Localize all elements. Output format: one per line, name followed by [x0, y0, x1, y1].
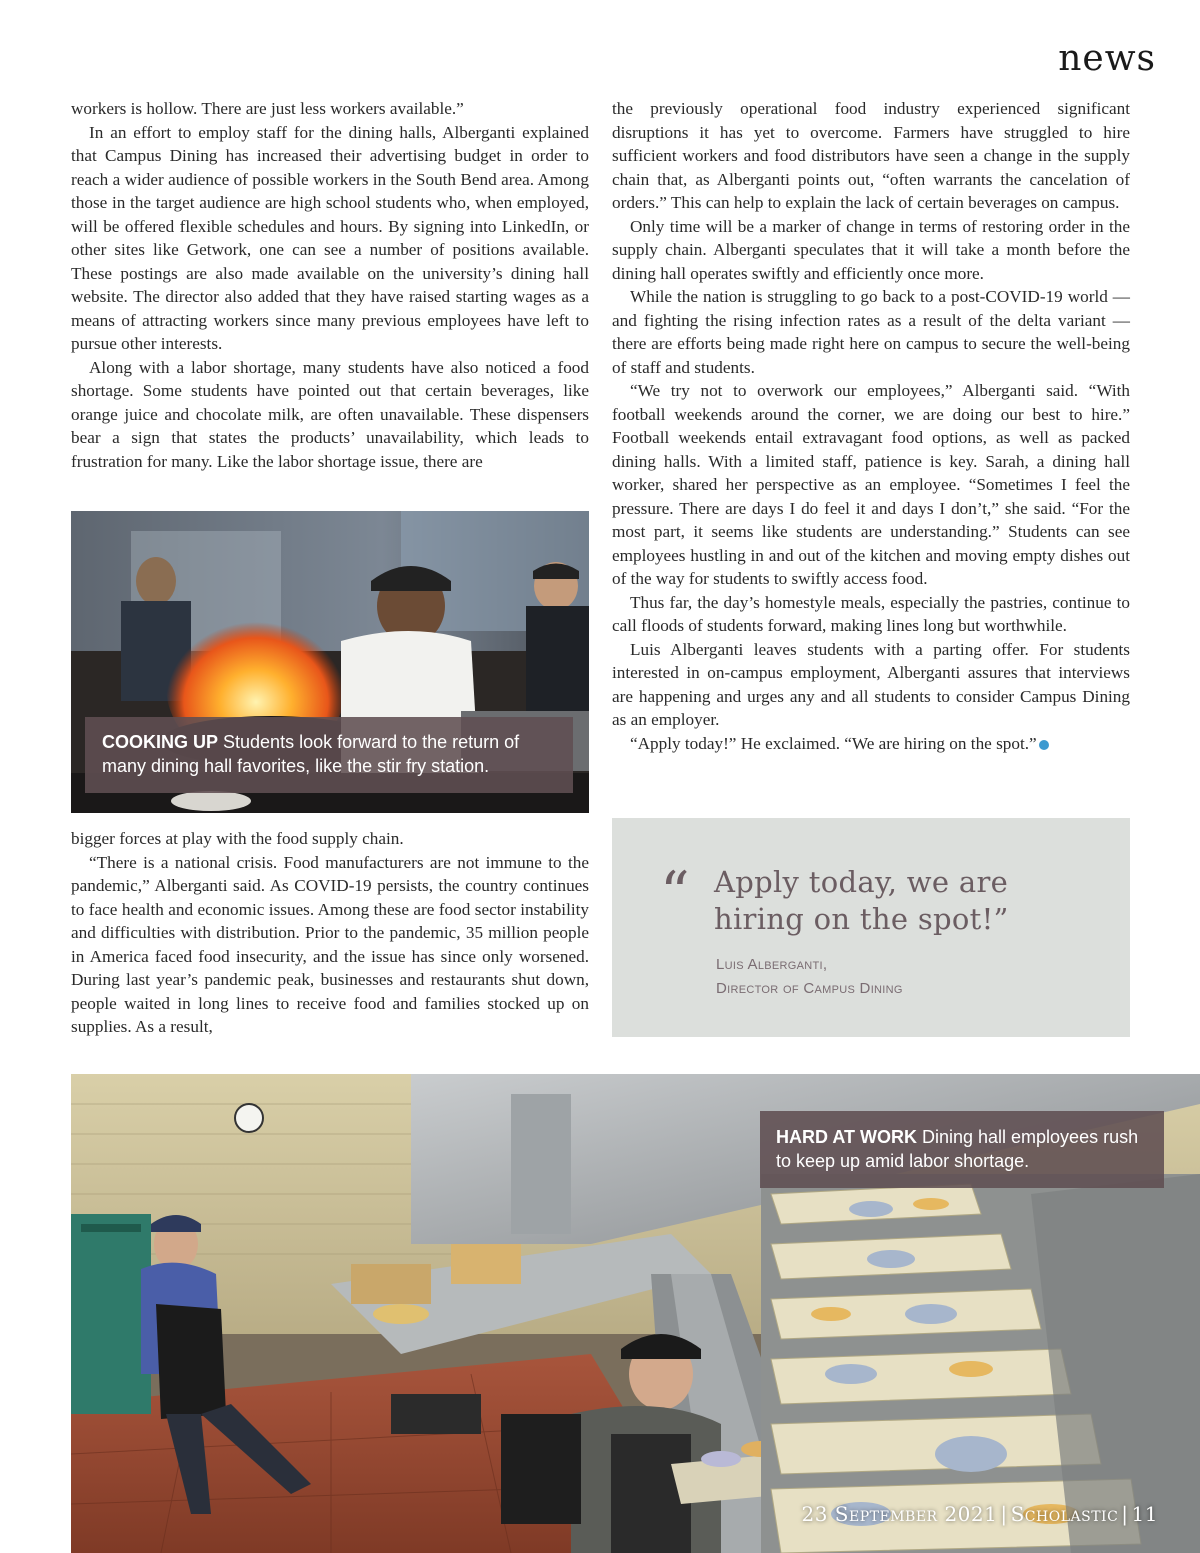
paragraph: Luis Alberganti leaves students with a parting offer. For students interested in on-campus employment, Alberganti assures that interviews are happening and urges any and all students to consider Campus Dining as an employer. [612, 639, 1130, 729]
caption-lead: HARD AT WORK [776, 1127, 917, 1147]
paragraph: Only time will be a marker of change in terms of restoring order in the supply chain. Alberganti speculates that it will take a month before the dining hall operates swiftly and efficiently once more. [612, 216, 1130, 283]
page-folio [802, 1502, 1159, 1526]
paragraph: workers is hollow. There are just less workers available.” [71, 99, 464, 118]
paragraph: bigger forces at play with the food supply chain. [71, 829, 404, 848]
article-column-left-top [71, 97, 589, 473]
caption-text: Students look forward to the return of many dining hall favorites, like the stir fry station. [102, 732, 520, 776]
end-mark-icon: S [1039, 740, 1049, 750]
article-column-left-bottom [71, 827, 589, 1039]
page-number: 11 [1131, 1502, 1158, 1526]
issue-date: 23 September 2021 [801, 1502, 998, 1526]
final-sentence: “Apply today!” He exclaimed. “We are hiring on the spot.” [630, 733, 1037, 753]
paragraph: Along with a labor shortage, many students have also noticed a food shortage. Some students have pointed out that certain beverages, like orange juice and chocolate milk, are often unavailable. These dispensers bear a sign that states the products’ unavailability, which leads to frustration for many. Like the labor shortage issue, there are [71, 357, 589, 471]
caption-lead: COOKING UP [102, 732, 219, 752]
paragraph [612, 732, 1130, 756]
paragraph: “There is a national crisis. Food manufacturers are not immune to the pandemic,” Alberganti said. As COVID-19 persists, the country continues to face health and economic issues. Among these are food sector instability and difficulties with distribution. Prior to the pandemic, 35 million people in America faced food insecurity, and the issue has since only worsened. During last year’s pandemic peak, businesses and restaurants shut down, people waited in long lines to receive food and families stocked up on supplies. As a result, [71, 852, 589, 1036]
caption-hard-at-work [760, 1111, 1164, 1188]
folio-separator: | [1121, 1502, 1129, 1526]
paragraph: In an effort to employ staff for the dining halls, Alberganti explained that Campus Dining has increased their advertising budget in order to reach a wider audience of possible workers in the South Bend area. Among those in the target audience are high school students who, when employed, will be offered flexible schedules and hours. By signing into LinkedIn, or other sites like Getwork, one can see a number of positions available. These postings are also made available on the university’s dining hall website. The director also added that they have raised starting wages as a means of attracting workers since many previous employees have left to pursue other interests. [71, 122, 589, 353]
caption-cooking-up [85, 717, 573, 793]
paragraph: While the nation is struggling to go back to a post-COVID-19 world — and fighting the rising infection rates as a result of the delta variant — there are efforts being made right here on campus to secure the well-being of staff and students. [612, 287, 1130, 377]
publication-name: Scholastic [1010, 1502, 1119, 1526]
paragraph: Thus far, the day’s homestyle meals, especially the pastries, continue to call floods of students forward, making lines long but worthwhile. [612, 592, 1130, 635]
section-tag: news [1058, 38, 1156, 79]
pull-quote-attribution-title: Director of Campus Dining [716, 980, 903, 997]
pull-quote [612, 818, 1130, 1037]
quote-mark-icon: “ [660, 859, 690, 927]
pull-quote-attribution-name: Luis Alberganti, [716, 956, 828, 973]
paragraph: “We try not to overwork our employees,” Alberganti said. “With football weekends around the corner, we are doing our best to hire.” Football weekends entail extravagant food options, as well as packed dining halls. With a limited staff, patience is key. Sarah, a dining hall worker, shared her perspective as an employee. “Sometimes I feel the pressure. There are days I do feel it and days I don’t,” she said. “For the most part, it seems like students are understanding.” Students can see employees hustling in and out of the kitchen and moving empty dishes out of the way for students to swiftly access food. [612, 381, 1130, 588]
paragraph: the previously operational food industry experienced significant disruptions it has yet to overcome. Farmers have struggled to hire sufficient workers and food distributors have seen a change in the supply chain that, as Alberganti points out, “often warrants the cancelation of orders.” This can help to explain the lack of certain beverages on campus. [612, 99, 1130, 212]
folio-separator: | [1000, 1502, 1008, 1526]
pull-quote-text: Apply today, we are hiring on the spot!” [714, 865, 1009, 936]
article-column-right [612, 97, 1130, 755]
caption-text: Dining hall employees rush to keep up amid labor shortage. [776, 1127, 1139, 1171]
